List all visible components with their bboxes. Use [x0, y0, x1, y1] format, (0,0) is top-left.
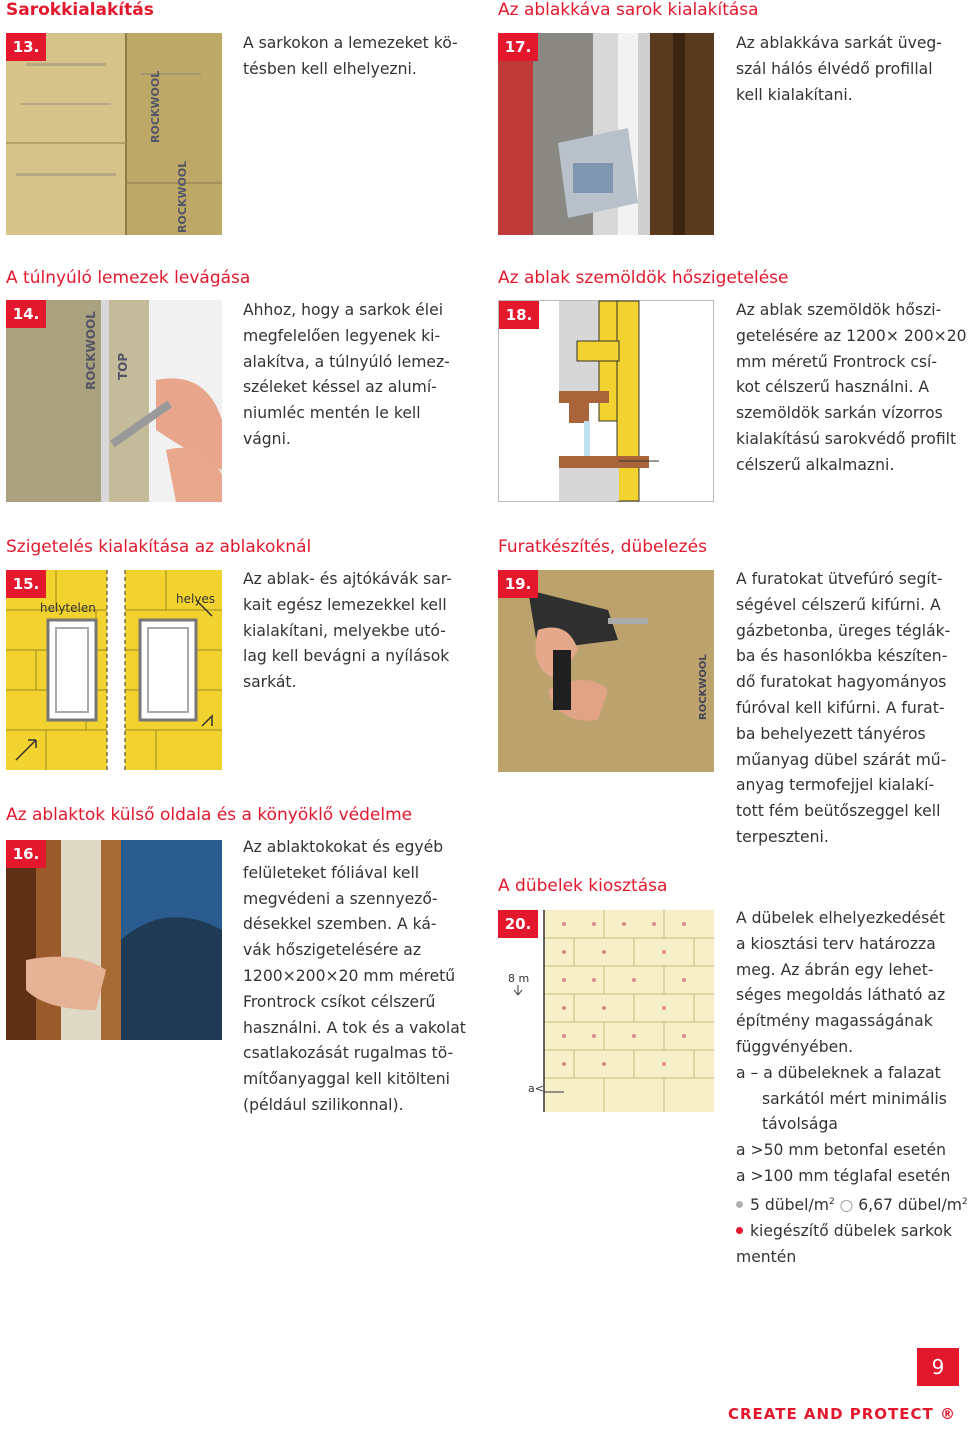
text-18-line: szemöldök sarkán vízorros	[736, 404, 943, 423]
text-13-line: A sarkokon a lemezeket kö-	[243, 34, 458, 52]
diagram-15-windows	[6, 570, 222, 770]
text-19-line: fúróval kell kifúrni. A furat-	[736, 698, 945, 717]
reveal-corner-illustration	[498, 33, 714, 235]
text-15-line: kialakítani, melyekbe utó-	[243, 621, 446, 640]
definition-a-line: sarkától mért minimális	[762, 1089, 947, 1108]
text-19-line: műanyag dübel szárát mű-	[736, 750, 947, 769]
photo-14-cutting	[6, 300, 222, 502]
step-number-16: 16.	[6, 840, 46, 868]
section-title-furatkeszites: Furatkészítés, dübelezés	[498, 537, 707, 557]
text-19-line: terpeszteni.	[736, 827, 829, 846]
section-title-levagas: A túlnyúló lemezek levágása	[6, 268, 251, 288]
lintel-section-diagram	[499, 301, 713, 501]
text-19-line: A furatokat ütvefúró segít-	[736, 570, 943, 588]
circle-symbol-icon: ○	[839, 1195, 854, 1214]
text-18-line: getelésére az 1200× 200×20	[736, 326, 967, 345]
cutting-illustration	[6, 300, 222, 502]
text-19-line: anyag termofejjel kialakí-	[736, 776, 935, 795]
text-20-line: a kiosztási terv határozza	[736, 934, 936, 953]
density-1: 5 dübel/m	[750, 1195, 829, 1214]
text-19	[736, 567, 956, 851]
text-20-line: séges megoldás látható az	[736, 986, 946, 1005]
extra-anchors-2: mentén	[736, 1247, 797, 1266]
text-13-line: tésben kell elhelyezni.	[243, 59, 417, 78]
text-18-line: célszerű alkalmazni.	[736, 455, 895, 474]
text-14	[243, 298, 457, 453]
density-1-sup: 2	[828, 1196, 835, 1207]
rockwool-label-2: ROCKWOOL	[176, 160, 189, 233]
text-16-line: désekkel szemben. A ká-	[243, 915, 437, 934]
text-17-line: szál hálós élvédő profillal	[736, 59, 933, 78]
section-title-ablaktok: Az ablaktok külső oldala és a könyöklő védelme	[6, 805, 413, 825]
text-17-line: Az ablakkáva sarkát üveg-	[736, 34, 942, 52]
text-19-line: tott fém beütőszeggel kell	[736, 802, 941, 821]
text-14-line: Ahhoz, hogy a sarkok élei	[243, 301, 444, 319]
text-18-line: Az ablak szemöldök hőszi-	[736, 301, 942, 319]
photo-16-window-frame	[6, 840, 222, 1040]
density-2-sup: 2	[961, 1196, 968, 1207]
text-18-line: mm méretű Frontrock csí-	[736, 352, 938, 371]
rockwool-label-19: ROCKWOOL	[698, 654, 709, 720]
section-title-sarok: Sarokkialakítás	[6, 0, 154, 20]
photo-19-drilling	[498, 570, 714, 772]
step-number-15: 15.	[6, 570, 46, 598]
definition-a-line: távolsága	[762, 1115, 838, 1134]
text-19-line: ba és hasonlókba készíten-	[736, 647, 948, 666]
text-16-line: vák hőszigetelésére az	[243, 941, 422, 960]
grey-bullet-icon	[736, 1201, 743, 1208]
text-14-line: niumléc mentén le kell	[243, 404, 421, 423]
text-20-line: A dübelek elhelyezkedését	[736, 909, 945, 927]
rockwool-label-14: ROCKWOOL	[84, 311, 98, 390]
text-20	[736, 906, 968, 1270]
step-number-18: 18.	[499, 301, 539, 329]
text-18	[736, 298, 967, 479]
top-label-14: TOP	[116, 352, 130, 380]
condition-brick: a >100 mm téglafal esetén	[736, 1166, 951, 1185]
text-14-line: alakítva, a túlnyúló lemez-	[243, 352, 450, 371]
text-18-line: kialakítású sarokvédő profilt	[736, 429, 957, 448]
density-2: 6,67 dübel/m	[858, 1195, 962, 1214]
text-15	[243, 567, 457, 696]
text-17	[736, 31, 956, 108]
text-15-line: lag kell bevágni a nyílások	[243, 647, 450, 666]
text-14-line: megfelelően legyenek ki-	[243, 326, 441, 345]
text-19-line: ba behelyezett tányéros	[736, 724, 926, 743]
text-16-line: 1200×200×20 mm méretű	[243, 966, 456, 985]
drilling-illustration	[498, 570, 714, 772]
step-number-14: 14.	[6, 300, 46, 328]
step-number-17: 17.	[498, 33, 538, 61]
text-16	[243, 835, 466, 1119]
section-title-szemoldok: Az ablak szemöldök hőszigetelése	[498, 268, 789, 288]
label-helyes: helyes	[176, 592, 216, 606]
window-frame-illustration	[6, 840, 222, 1040]
text-17-line: kell kialakítani.	[736, 85, 853, 104]
text-16-line: mítőanyaggal kell kitölteni	[243, 1070, 451, 1089]
section-title-szigeteles: Szigetelés kialakítása az ablakoknál	[6, 537, 312, 557]
text-18-line: kot célszerű használni. A	[736, 378, 930, 397]
text-19-line: gázbetonba, üreges téglák-	[736, 621, 951, 640]
photo-17-window-reveal	[498, 33, 714, 235]
text-16-line: Frontrock csíkot célszerű	[243, 992, 436, 1011]
rockwool-label: ROCKWOOL	[149, 70, 162, 143]
legend-extra-anchors	[736, 1219, 956, 1245]
text-20-line: meg. Az ábrán egy lehet-	[736, 960, 934, 979]
legend-anchor-density	[736, 1190, 968, 1219]
section-title-dubelek: A dübelek kiosztása	[498, 876, 668, 896]
label-a-lt: a<	[528, 1082, 544, 1095]
text-16-line: felületeket fóliával kell	[243, 863, 420, 882]
diagram-18-lintel	[498, 300, 714, 502]
red-bullet-icon	[736, 1227, 743, 1234]
insulation-corner-illustration	[6, 33, 222, 235]
brand-slogan: CREATE AND PROTECT ®	[727, 1405, 956, 1423]
text-15-line: kait egész lemezekkel kell	[243, 595, 447, 614]
condition-concrete: a >50 mm betonfal esetén	[736, 1141, 946, 1160]
text-20-line: építmény magasságának	[736, 1012, 933, 1031]
text-19-line: dő furatokat hagyományos	[736, 673, 947, 692]
step-number-20: 20.	[498, 910, 538, 938]
text-14-line: vágni.	[243, 429, 291, 448]
text-14-line: széleket késsel az alumí-	[243, 378, 437, 397]
text-16-line: csatlakozását rugalmas tö-	[243, 1044, 454, 1063]
text-16-line: használni. A tok és a vakolat	[243, 1018, 466, 1037]
text-20-line: függvényében.	[736, 1037, 854, 1056]
photo-13-corner-boards	[6, 33, 222, 235]
section-title-ablakkava: Az ablakkáva sarok kialakítása	[498, 0, 759, 20]
definition-a-line: a – a dübeleknek a falazat	[736, 1063, 941, 1082]
diagram-20-anchor-layout	[498, 910, 714, 1112]
label-helytelen: helytelen	[40, 601, 96, 615]
text-16-line: megvédeni a szennyező-	[243, 889, 438, 908]
text-19-line: ségével célszerű kifúrni. A	[736, 595, 941, 614]
step-number-19: 19.	[498, 570, 538, 598]
text-16-line: (például szilikonnal).	[243, 1095, 404, 1114]
text-16-line: Az ablaktokokat és egyéb	[243, 838, 444, 856]
page-number: 9	[917, 1348, 959, 1386]
extra-anchors-1: kiegészítő dübelek sarkok	[750, 1221, 953, 1240]
text-15-line: sarkát.	[243, 673, 297, 692]
text-13	[243, 31, 457, 83]
label-8m: 8 m	[508, 972, 530, 985]
text-15-line: Az ablak- és ajtókávák sar-	[243, 570, 452, 588]
step-number-13: 13.	[6, 33, 46, 61]
